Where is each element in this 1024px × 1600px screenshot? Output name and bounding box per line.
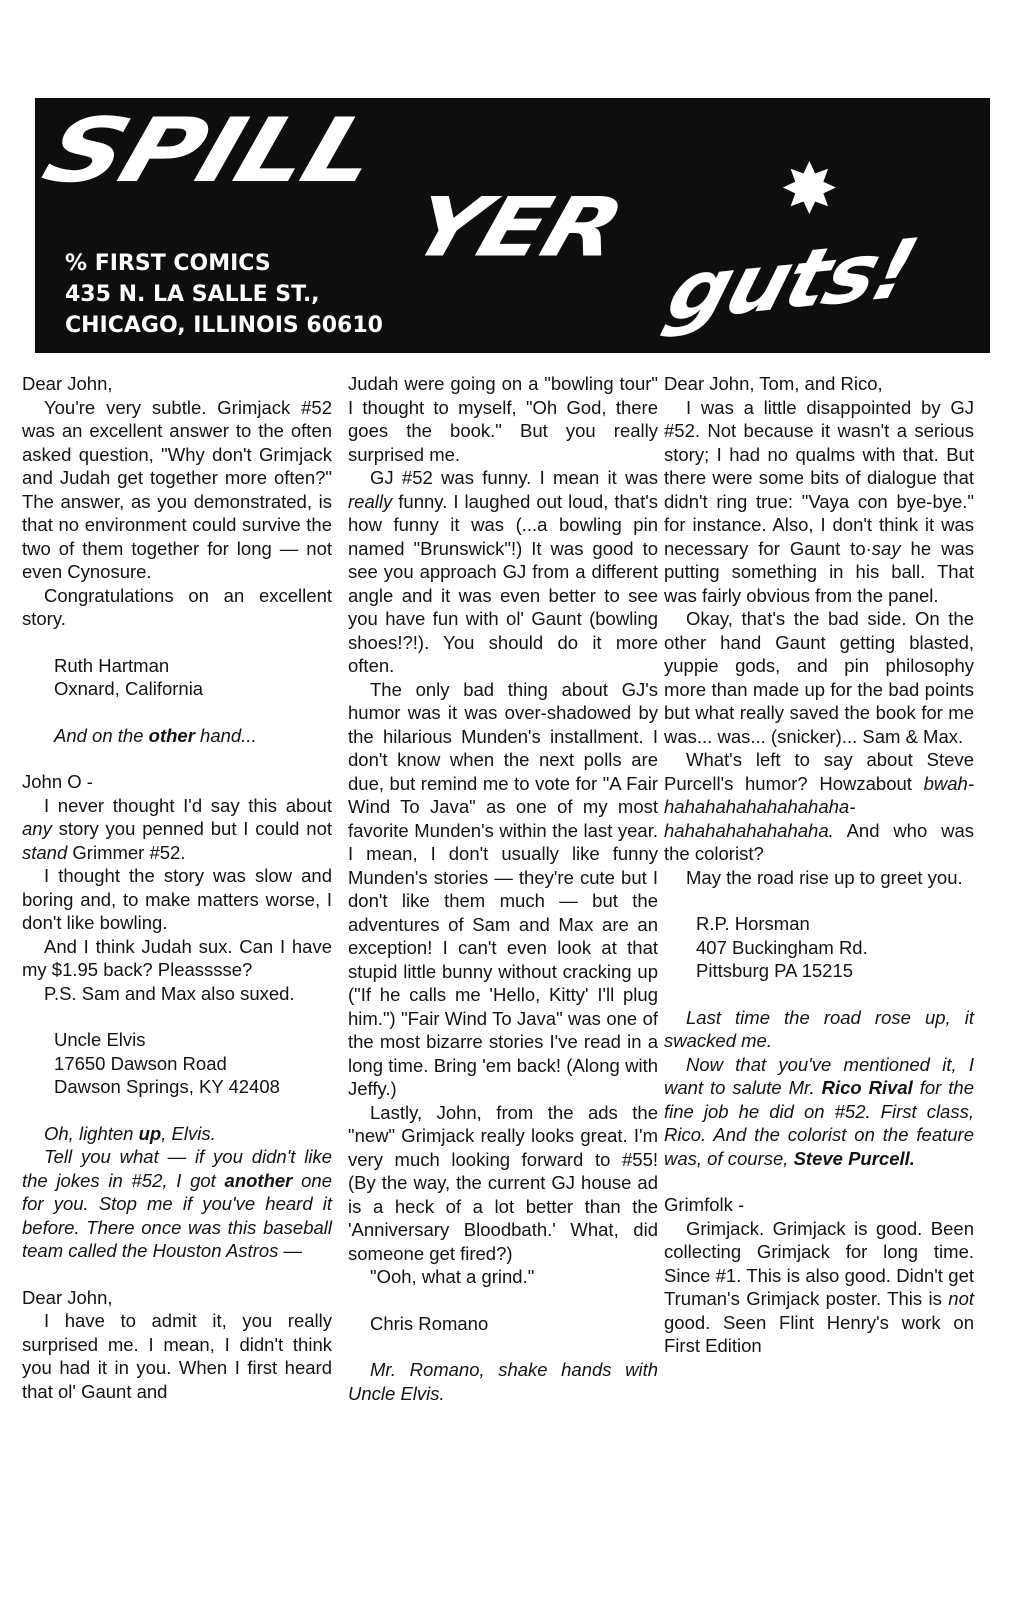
letter-paragraph: Grimjack. Grimjack is good. Been collecting Grimjack for long time. Since #1. This is also good. Didn't get Truman's Grimjack poster. This is not good. Seen Flint Henry's work on First Edition — [664, 1217, 974, 1356]
letter-signature-address: 17650 Dawson Road — [54, 1052, 227, 1074]
mailing-address — [65, 248, 383, 341]
letter-paragraph: "Ooh, what a grind." — [370, 1266, 535, 1287]
editor-reply: Mr. Romano, shake hands with Uncle Elvis. — [348, 1359, 658, 1404]
letter-salutation: Dear John, Tom, and Rico, — [664, 373, 883, 394]
editor-reply: Now that you've mentioned it, I want to salute Mr. Rico Rival for the fine job he did on #52. First class, Rico. And the colorist on the feature was, of course, Steve Purcell. — [664, 1053, 974, 1169]
letter-signature-city: Pittsburg PA 15215 — [696, 960, 854, 981]
editor-reply: Tell you what — if you didn't like the jokes in #52, I got another one for you. Stop me if you've heard it before. There once was this baseball team called the Houston Astros — — [22, 1146, 332, 1261]
letter-paragraph: P.S. Sam and Max also suxed. — [44, 982, 295, 1004]
letter-signature-city: Oxnard, California — [54, 678, 204, 699]
letter-paragraph: I never thought I'd say this about any story you penned but I could not stand Grimmer #52. — [22, 794, 332, 863]
letter-paragraph: And I think Judah sux. Can I have my $1.95 back? Pleasssse? — [22, 935, 332, 980]
letter-signature-city: Dawson Springs, KY 42408 — [54, 1076, 280, 1097]
editor-reply: Last time the road rose up, it swacked me. — [664, 1006, 974, 1051]
letter-paragraph: What's left to say about Steve Purcell's humor? Howzabout bwah-hahahahahahahahaha-hahahahahahahaha. And who was the colorist? — [664, 749, 974, 864]
letter-paragraph: Judah were going on a "bowling tour" I thought to myself, "Oh God, there goes the book." But you really surprised me. — [348, 373, 658, 465]
letter-paragraph: I have to admit it, you really surprised me. I mean, I didn't think you had it in you. When I first heard that ol' Gaunt and — [22, 1310, 332, 1402]
letter-signature-address: 407 Buckingham Rd. — [696, 936, 868, 958]
letter-paragraph: You're very subtle. Grimjack #52 was an excellent answer to the often asked question, "Why don't Grimjack and Judah get together more often?" The answer, as you demonstrated, is that no environment could survive the two of them together for long — not even Cynosure. — [22, 396, 332, 582]
editor-reply: Oh, lighten up, Elvis. — [44, 1122, 216, 1144]
letter-paragraph: I was a little disappointed by GJ #52. Not because it wasn't a serious story; I had no qualms with that. But there were some bits of dialogue that didn't ring true: "Vaya con bye-bye." for instance. Also, I don't think it was necessary for Gaunt to·say he was putting something in his ball. That was fairly obvious from the panel. — [664, 396, 974, 606]
logo-word-guts: guts! — [656, 221, 927, 341]
letter-signature-name: Uncle Elvis — [54, 1029, 146, 1050]
letter-paragraph: May the road rise up to greet you. — [686, 866, 963, 888]
letters-column-2 — [348, 372, 658, 1405]
letters-column-3 — [664, 372, 974, 1358]
letter-signature-name: Chris Romano — [370, 1312, 489, 1334]
logo-word-spill: SPILL — [31, 100, 390, 203]
letter-paragraph: Congratulations on an excellent story. — [22, 584, 332, 629]
letter-salutation: Dear John, — [22, 373, 113, 394]
letter-paragraph: Lastly, John, from the ads the "new" Grimjack really looks great. I'm very much looking forward to #55! (By the way, the current GJ house ad is a heck of a lot better than the 'Anniversary Bloodbath.' What, did someone get fired?) — [348, 1101, 658, 1264]
letters-column-banner — [31, 98, 990, 353]
logo-word-yer: YER — [399, 180, 634, 276]
address-line: % FIRST COMICS — [65, 251, 271, 276]
letter-signature-name: Ruth Hartman — [54, 654, 170, 676]
address-line: CHICAGO, ILLINOIS 60610 — [65, 313, 383, 338]
letter-paragraph: GJ #52 was funny. I mean it was really funny. I laughed out loud, that's how funny it was (...a bowling pin named "Brunswick"!) It was good to see you approach GJ from a different angle and it was even better to see you have fun with ol' Gaunt (bowling shoes!?!). You should do it more often. — [348, 467, 658, 676]
editor-reply: And on the other hand... — [54, 724, 257, 746]
letter-signature-name: R.P. Horsman — [696, 913, 810, 934]
letter-salutation: Dear John, — [22, 1286, 113, 1308]
letter-salutation: John O - — [22, 771, 93, 792]
letter-paragraph: The only bad thing about GJ's humor was it was over-shadowed by the hilarious Munden's installment. I don't know when the next polls are due, but remind me to vote for "A Fair Wind To Java" as one of my most favorite Munden's within the last year. I mean, I don't usually like funny Munden's stories — they're cute but I don't like them much — but the adventures of Sam and Max are an exception! I can't even look at that stupid little bunny without cracking up ("If he calls me 'Hello, Kitty' I'll plug him.") "Fair Wind To Java" was one of the most bizarre stories I've read in a long time. Bring 'em back! (Along with Jeffy.) — [348, 678, 658, 1099]
letter-salutation: Grimfolk - — [664, 1194, 745, 1215]
splat-icon: ✸ — [780, 148, 839, 230]
letters-column-1 — [22, 372, 332, 1403]
address-line: 435 N. LA SALLE ST., — [65, 282, 320, 307]
letter-paragraph: I thought the story was slow and boring and, to make matters worse, I don't like bowling. — [22, 865, 332, 933]
letter-paragraph: Okay, that's the bad side. On the other hand Gaunt getting blasted, yuppie gods, and pin philosophy more than made up for the bad points but what really saved the book for me was... was... (snicker)... Sam & Max. — [664, 608, 974, 747]
